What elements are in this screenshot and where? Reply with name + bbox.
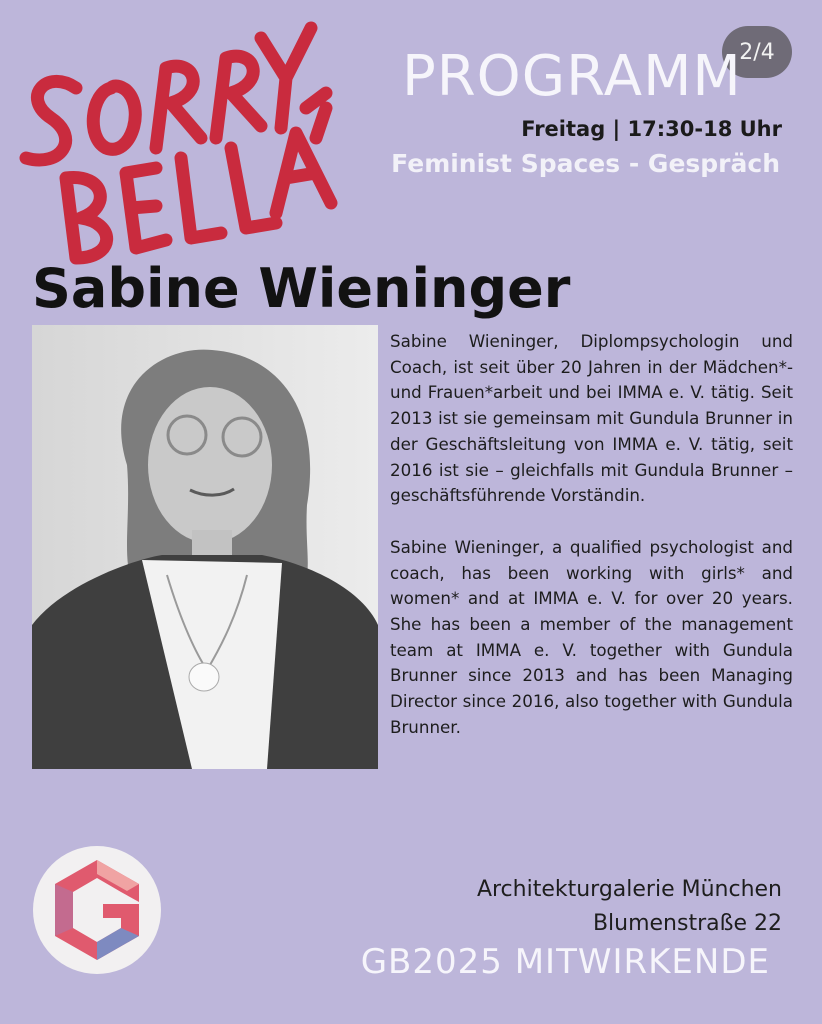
gb-logo-icon xyxy=(33,846,161,974)
bio-german: Sabine Wieninger, Diplompsychologin und Coach, ist seit über 20 Jahren in der Mädchen*- und Frauen*arbeit und bei IMMA e. V. tätig. Seit 2013 ist sie gemeinsam mit Gundula Brunner in der Geschäftsleitung von IMMA e. V. tätig, seit 2016 ist sie – gleichfalls mit Gundula Brunner – geschäftsführende Vorständin. xyxy=(390,331,793,506)
bio-english: Sabine Wieninger, a qualified psychologist and coach, has been working with girls* and women* and at IMMA e. V. for over 20 years. She has been a member of the management team at IMMA e. V. together with Gundula Brunner since 2013 and has been Managing Director since 2016, also together with Gundula Brunner. xyxy=(390,536,793,737)
session-title: Feminist Spaces - Gespräch xyxy=(391,149,780,178)
venue-street: Blumenstraße 22 xyxy=(592,911,782,936)
event-time: Freitag | 17:30-18 Uhr xyxy=(521,117,782,141)
speaker-photo xyxy=(32,325,378,769)
speaker-name: Sabine Wieninger xyxy=(32,257,571,320)
sorry-bella-logo-graphic xyxy=(6,8,356,278)
slide-counter: 2/4 xyxy=(722,26,792,78)
sorry-bella-logo xyxy=(6,8,356,278)
speaker-bio xyxy=(390,329,793,741)
program-title: PROGRAMM xyxy=(402,44,742,109)
gb-logo-badge xyxy=(33,846,161,974)
portrait-photo-icon xyxy=(32,325,378,769)
venue-address xyxy=(477,873,782,941)
footer-title: GB2025 MITWIRKENDE xyxy=(360,942,770,982)
venue-name: Architekturgalerie München xyxy=(476,877,782,902)
